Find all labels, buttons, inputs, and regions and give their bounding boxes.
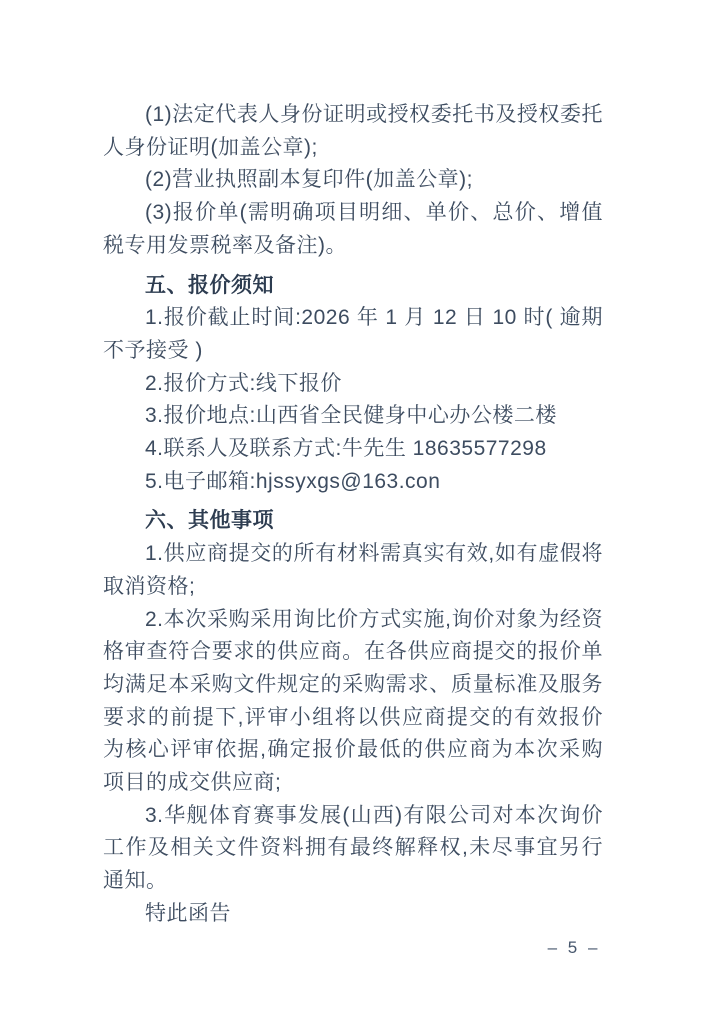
line-quote-location: 3.报价地点:山西省全民健身中心办公楼二楼 bbox=[145, 404, 557, 428]
heading-quotation-notice: 五、报价须知 bbox=[145, 273, 274, 297]
line-quote-method: 2.报价方式:线下报价 bbox=[145, 371, 342, 395]
para-business-license: (2)营业执照副本复印件(加盖公章); bbox=[145, 168, 473, 192]
page-content bbox=[103, 99, 603, 931]
para-evaluation-method: 2.本次采购采用询比价方式实施,询价对象为经资格审查符合要求的供应商。在各供应商提交的报价单均满足本采购文件规定的采购需求、质量标准及服务要求的前提下,评审小组将以供应商提交的有效报价为核心评审依据,确定报价最低的供应商为本次采购项目的成交供应商; bbox=[103, 607, 603, 795]
page-number: – 5 – bbox=[547, 938, 601, 957]
para-materials-validity: 1.供应商提交的所有材料需真实有效,如有虚假将取消资格; bbox=[103, 542, 603, 598]
para-legal-rep-id: (1)法定代表人身份证明或授权委托书及授权委托人身份证明(加盖公章); bbox=[103, 103, 603, 159]
line-quote-deadline: 1.报价截止时间:2026 年 1 月 12 日 10 时( 逾期不予接受 ) bbox=[103, 306, 603, 362]
para-final-interpretation: 3.华舰体育赛事发展(山西)有限公司对本次询价工作及相关文件资料拥有最终解释权,未尽事宜另行通知。 bbox=[103, 803, 603, 893]
para-closing-statement: 特此函告 bbox=[145, 901, 231, 925]
line-contact-person: 4.联系人及联系方式:牛先生 18635577298 bbox=[145, 437, 547, 461]
heading-other-matters: 六、其他事项 bbox=[145, 509, 274, 533]
line-email: 5.电子邮箱:hjssyxgs@163.con bbox=[145, 469, 441, 493]
para-quotation-sheet: (3)报价单(需明确项目明细、单价、总价、增值税专用发票税率及备注)。 bbox=[103, 201, 603, 257]
